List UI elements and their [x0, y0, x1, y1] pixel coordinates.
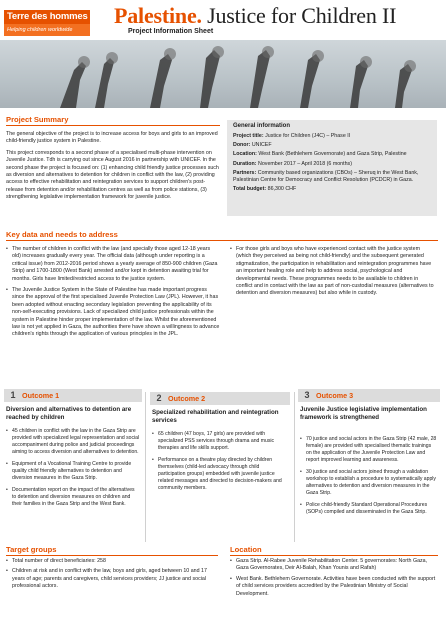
location-heading: Location	[230, 545, 262, 554]
target-group-item: • Children at risk and in conflict with the law, boys and girls, aged between 10 and 17 years of age; parents and caregivers, child services providers; JJ justice and social professional actors.	[6, 568, 216, 590]
page-subtitle: Project Information Sheet	[128, 28, 214, 35]
outcome-1-header: 1 Outcome 1	[4, 389, 142, 402]
location-rule	[230, 555, 438, 556]
column-divider	[145, 392, 146, 542]
info-duration: Duration: November 2017 – April 2018 (6 months)	[233, 160, 352, 167]
summary-description: This project corresponds to a second phase of a specialised multi-phase intervention on Juvenile Justice. Tdh is carrying out since August 2016 in partnership with UNICEF. In the second phase the project is focused on: (1) enhancing child friendly justice processes such as diversion and alternatives to detention for children in conflict with the law, (2) providing access to effective rehabilitation and reintegration services to support children's post-release from detention and/or rehabilitation centres as well as from police stations, (3) strengthening legislative implementation framework for juvenile justice.	[6, 149, 219, 201]
tdh-logo	[4, 10, 90, 36]
info-project-title: Project title: Justice for Children (J4C) – Phase II	[233, 133, 351, 139]
key-data-item: • The Juvenile Justice System in the State of Palestine has made important progress since the approval of the first specialised Juvenile Protection Law (JPL). However, it has been adopted without enacting secondary legislation preventing the applicability of its non-self-executing provisions. Lack of specialized child justice professionals within the system in Palestine hinder proper implementation of the law. Whilst the aforementioned law is not yet applied in Gaza, the authorities there have shown a willingness to advance children's rights through the application of various principles in the JPL.	[6, 287, 220, 339]
hands-illustration	[0, 40, 446, 108]
outcome-1-icon: 1	[10, 390, 16, 400]
key-data-item: • For those girls and boys who have experienced contact with the justice system (which they perceived as being not child-friendly) and the subsequent generated stigmatization, the participation in rehabilitation and reintegration programmes have an important healing role and help to address social, psychological and developmental needs. These programmes needs to be available to children in conflict and in contact with the law as part of non-custodial measures (alternatives to detention and diversion measures) but also while in custody.	[230, 246, 436, 298]
location-item: • West Bank. Bethlehem Governorate. Activities have been conducted with the support of child services providers accredited by the Palestinian Ministry of Social Development.	[230, 576, 438, 598]
outcome-2-list	[152, 431, 288, 497]
outcome-item: • 45 children in conflict with the law in the Gaza Strip are provided with specialized legal representation and social accompaniment during police and judicial proceedings aiming to access diversion and alternatives to detention.	[6, 428, 140, 456]
outcome-3-list	[300, 436, 438, 521]
summary-objective: The general objective of the project is to increase access for boys and girls to an improved child-friendly justice system in Palestine.	[6, 131, 218, 145]
info-budget: Total budget: 86,300 CHF	[233, 186, 297, 193]
key-data-heading: Key data and needs to address	[6, 230, 118, 239]
location-item: • Gaza Strip. Al-Rabee Juvenile Rehabilitation Center. 5 governorates: North Gaza, Gaza Governorates, Deir Al-Balah, Khan Younis and Rafah)	[230, 558, 438, 573]
outcome-3-title: Juvenile Justice legislative implementation framework is strengthened	[300, 406, 427, 421]
outcome-3-icon: 3	[304, 390, 310, 400]
outcome-1-title: Diversion and alternatives to detention are reached by children	[6, 406, 132, 421]
outcome-2-icon: 2	[156, 393, 162, 403]
outcome-3-header: 3 Outcome 3	[298, 389, 440, 402]
key-data-right	[230, 246, 436, 302]
target-groups-heading: Target groups	[6, 545, 57, 554]
info-partners: Partners: Community based organizations (CBOs) – Sheruq in the West Bank, Palestinian Centre for Democracy and Conflict Resolution (PCDCR) in Gaza.	[233, 169, 419, 184]
info-donor: Donor: UNICEF	[233, 142, 272, 149]
project-summary	[6, 131, 222, 206]
outcome-item: • Police child-friendly Standard Operational Procedures (SOPs) compiled and disseminated in the Gaza Strip.	[300, 502, 438, 516]
location-list	[230, 558, 438, 601]
key-data-rule	[6, 240, 438, 241]
outcome-item: • Documentation report on the impact of the alternatives to detention and diversion measures on children and their families in the Gaza Strip and the West Bank.	[6, 487, 140, 508]
key-data-item: • The number of children in conflict with the law (and specially those aged 12-18 years old) increases gradually every year. The official data (although under reporting is a critical issue) from 2012-2016 period shows a yearly average of 850-900 children (Gaza Strip) and 1700-1800 (West Bank) arrested and/or kept in detention awaiting trial for months. Girls have limited/restricted access to the justice system.	[6, 246, 220, 283]
target-groups-rule	[6, 555, 218, 556]
general-info-title: General information	[233, 123, 291, 129]
info-location: Location: West Bank (Bethlehem Governorate) and Gaza Strip, Palestine	[233, 151, 407, 158]
hands-photo	[0, 40, 446, 108]
outcome-item: • 70 justice and social actors in the Gaza Strip (42 male, 28 female) are provided with specialised thematic trainings on the application of the Juvenile Protection Law and report improved learning and awareness.	[300, 436, 438, 464]
outcome-item: • 30 justice and social actors joined through a validation workshop to establish a procedure to systematically apply alternatives to detention and diversion measures in the Gaza Strip.	[300, 469, 438, 497]
outcome-item: • Performance on a theatre play directed by children themselves (child-led advocacy through child participation groups) embedded with juvenile justice related messages and directed to decision-makers and community members.	[152, 457, 288, 492]
target-groups-list	[6, 558, 216, 594]
title-project: Justice for Children II	[201, 3, 397, 28]
project-summary-rule	[6, 125, 220, 126]
outcome-2-header: 2 Outcome 2	[150, 392, 290, 405]
outcome-item: • 65 children (47 boys, 17 girls) are provided with specialized PSS services through drama and music therapies and life skills support.	[152, 431, 288, 452]
outcome-1-list	[6, 428, 140, 513]
key-data-left	[6, 246, 220, 343]
logo-line2: Helping children worldwide	[4, 24, 90, 36]
outcome-2-title: Specialized rehabilitation and reintegration services	[152, 409, 279, 424]
target-group-item: • Total number of direct beneficiaries: 258	[6, 558, 216, 565]
page-title	[114, 3, 396, 29]
general-info-panel	[227, 120, 437, 216]
outcome-item: • Equipment of a Vocational Training Centre to provide quality child friendly alternatives to detention and diversion measures in the Gaza Strip.	[6, 461, 140, 482]
title-country: Palestine.	[114, 3, 202, 28]
logo-line1: Terre des hommes	[4, 10, 90, 24]
column-divider	[294, 392, 295, 542]
project-summary-heading: Project Summary	[6, 115, 69, 124]
